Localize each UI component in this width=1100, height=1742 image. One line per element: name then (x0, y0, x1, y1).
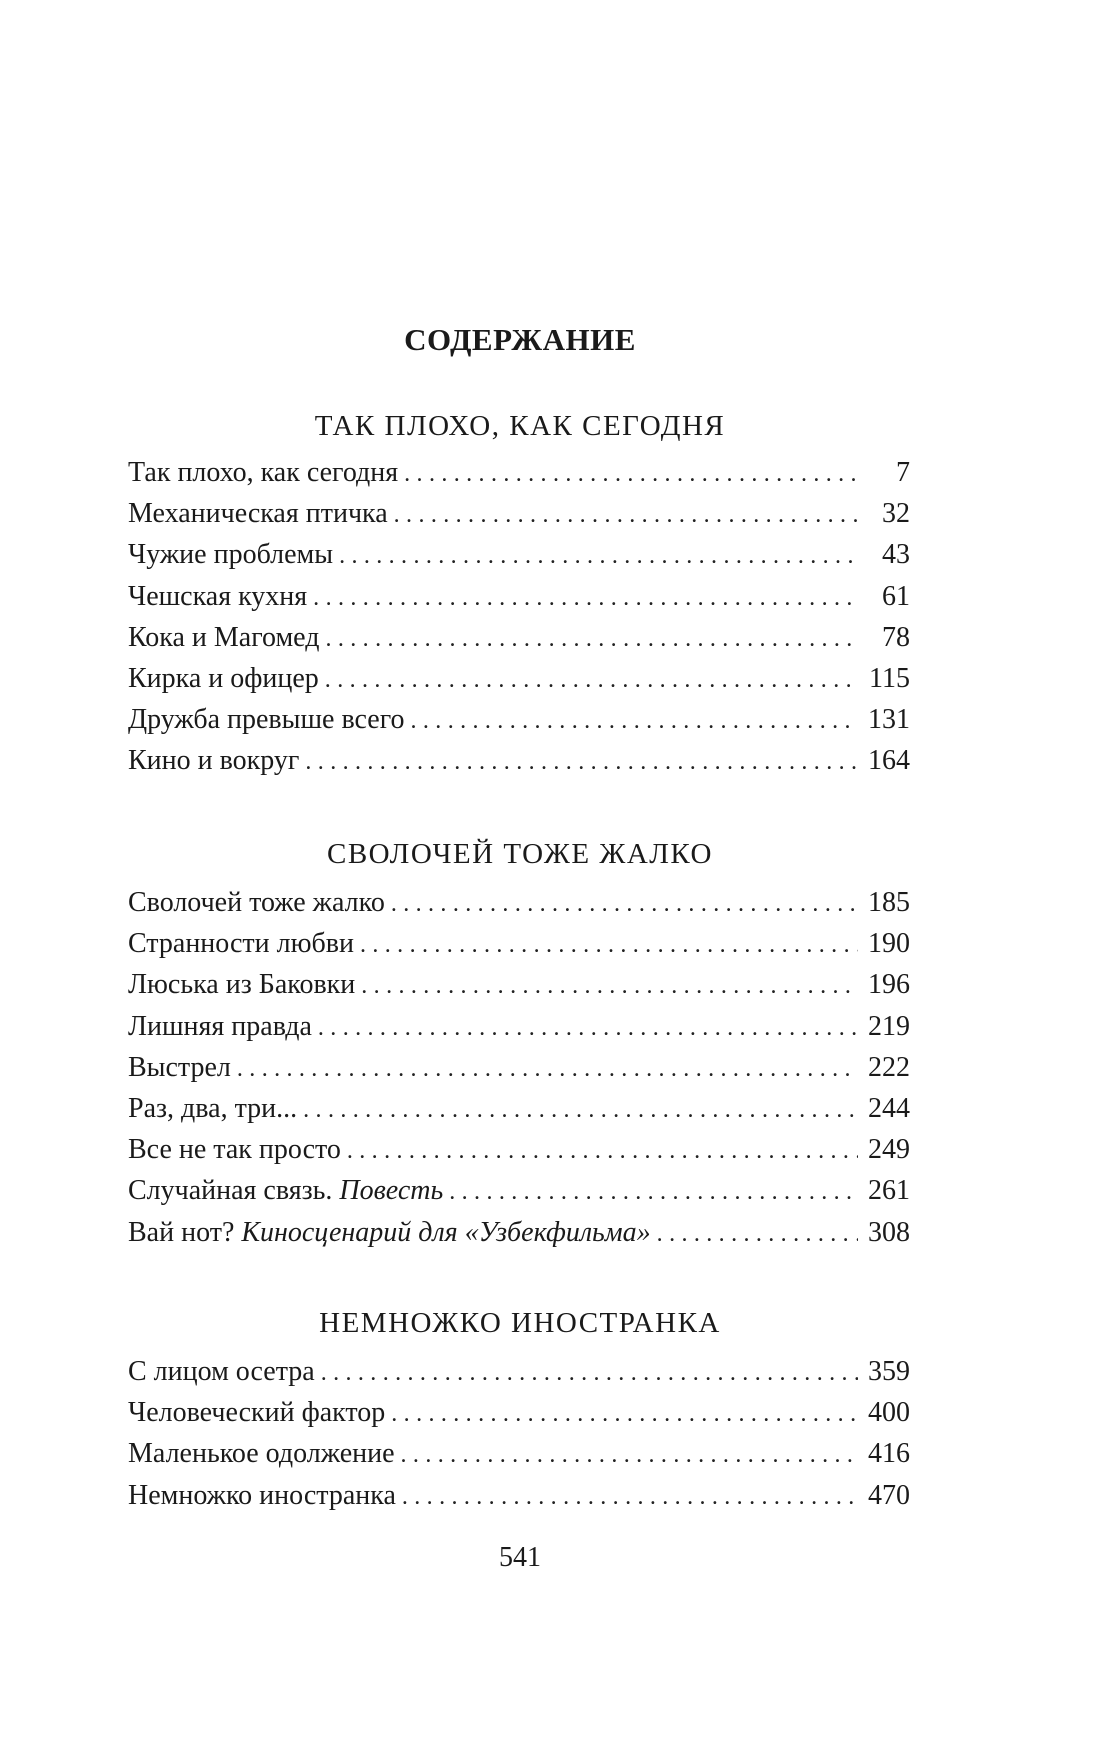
toc-entry-title-text: Чужие проблемы (128, 539, 334, 571)
dot-leader (394, 495, 858, 536)
toc-entry-title (128, 1047, 231, 1088)
dot-leader (305, 742, 858, 783)
toc-entry-page-number: 244 (868, 1092, 910, 1124)
toc-entry-page-number: 261 (868, 1175, 910, 1207)
toc-entry-title-text: Кирка и офицер (128, 662, 319, 694)
toc-list (128, 1351, 910, 1516)
toc-entry-note: Повесть (339, 1175, 444, 1207)
toc-entry-title-text: Кока и Магомед (128, 621, 320, 653)
toc-entry (128, 1433, 910, 1474)
toc-entry-page-number: 190 (868, 928, 910, 960)
toc-entry-title-text: Вай нот? (128, 1216, 235, 1248)
toc-entry-title (128, 1351, 315, 1392)
dot-leader (411, 701, 859, 742)
toc-entry-page-number: 131 (868, 704, 910, 736)
toc-entry-title (128, 1475, 396, 1516)
toc-entry-title (128, 1006, 312, 1047)
toc-entry-page-number: 219 (868, 1010, 910, 1042)
toc-entry (128, 1351, 910, 1392)
toc-entry-title-text: Случайная связь. (128, 1175, 333, 1207)
toc-entry-title (128, 493, 388, 534)
toc-title: СОДЕРЖАНИЕ (404, 322, 636, 357)
toc-entry (128, 1475, 910, 1516)
dot-leader (404, 454, 858, 495)
dot-leader (391, 1394, 858, 1435)
toc-entry-title (128, 740, 299, 781)
toc-entry-page-number: 7 (896, 457, 910, 488)
toc-entry-page-number: 43 (882, 539, 910, 571)
dot-leader (449, 1172, 858, 1213)
toc-entry-title (128, 1433, 395, 1474)
toc-entry-page-number: 308 (868, 1216, 910, 1248)
toc-entry-title-text: Лишняя правда (128, 1010, 312, 1042)
toc-entry-title (128, 699, 405, 740)
toc-entry-page-number: 196 (868, 969, 910, 1001)
toc-entry-page-number: 359 (868, 1356, 910, 1387)
toc-entry (128, 1047, 910, 1088)
toc-entry-title (128, 658, 319, 699)
toc-entry-page-number: 185 (868, 887, 910, 918)
dot-leader (657, 1214, 858, 1255)
dot-leader (360, 925, 858, 966)
toc-entry (128, 882, 910, 923)
dot-leader (339, 536, 858, 577)
toc-entry (128, 699, 910, 740)
toc-entry-title-text: Чешская кухня (128, 580, 308, 612)
toc-entry (128, 452, 910, 493)
toc-entry-title (128, 923, 354, 964)
dot-leader (347, 1131, 858, 1172)
toc-entry-page-number: 470 (868, 1479, 910, 1511)
toc-entry-page-number: 222 (868, 1051, 910, 1083)
toc-list (128, 882, 910, 1253)
toc-entry-title (128, 1212, 651, 1253)
toc-entry-title (128, 1170, 443, 1211)
toc-entry (128, 1170, 910, 1211)
toc-entry-title-text: Немножко иностранка (128, 1479, 396, 1511)
toc-entry-page-number: 164 (868, 745, 910, 777)
toc-entry (128, 923, 910, 964)
toc-entry (128, 1006, 910, 1047)
toc-entry-title (128, 452, 398, 493)
toc-entry-title-text: Все не так просто (128, 1134, 341, 1166)
toc-entry-title (128, 576, 307, 617)
toc-list (128, 452, 910, 782)
toc-entry-title-text: Люська из Баковки (128, 969, 356, 1001)
toc-entry-page-number: 32 (882, 498, 910, 530)
toc-entry-page-number: 416 (868, 1438, 910, 1470)
toc-entry (128, 1088, 910, 1129)
toc-entry-title (128, 1392, 385, 1433)
toc-entry-page-number: 115 (869, 662, 910, 694)
section-title: СВОЛОЧЕЙ ТОЖЕ ЖАЛКО (327, 838, 713, 870)
toc-entry-title-text: Человеческий фактор (128, 1397, 386, 1429)
toc-entry-title-text: Сволочей тоже жалко (128, 887, 385, 918)
dot-leader (325, 660, 858, 701)
dot-leader (321, 1353, 858, 1394)
toc-entry (128, 576, 910, 617)
dot-leader (237, 1049, 858, 1090)
toc-entry-title (128, 1129, 341, 1170)
toc-entry-title (128, 534, 333, 575)
dot-leader (391, 884, 858, 925)
toc-entry-title (128, 617, 319, 658)
toc-entry-title-text: Кино и вокруг (128, 745, 300, 777)
toc-entry-title-text: Дружба превыше всего (128, 704, 405, 736)
toc-entry-page-number: 61 (882, 580, 910, 612)
dot-leader (325, 619, 858, 660)
toc-entry-title-text: С лицом осетра (128, 1356, 315, 1387)
dot-leader (303, 1090, 858, 1131)
dot-leader (313, 578, 858, 619)
toc-entry-title-text: Выстрел (128, 1051, 231, 1083)
toc-entry-title-text: Странности любви (128, 928, 354, 960)
toc-entry-title-text: Маленькое одолжение (128, 1438, 395, 1470)
toc-entry (128, 1212, 910, 1253)
toc-entry-title-text: Механическая птичка (128, 498, 388, 530)
toc-entry-title-text: Раз, два, три... (128, 1092, 298, 1124)
section-title: ТАК ПЛОХО, КАК СЕГОДНЯ (314, 410, 726, 442)
toc-entry-title-text: Так плохо, как сегодня (128, 457, 399, 488)
toc-entry (128, 740, 910, 781)
toc-entry-note: Киносценарий для «Узбекфильма» (241, 1216, 651, 1248)
toc-entry (128, 1392, 910, 1433)
toc-entry (128, 617, 910, 658)
toc-entry-title (128, 1088, 297, 1129)
toc-entry (128, 1129, 910, 1170)
toc-entry-title (128, 882, 385, 923)
section-title: НЕМНОЖКО ИНОСТРАНКА (319, 1307, 721, 1339)
toc-entry-page-number: 78 (882, 621, 910, 653)
dot-leader (402, 1477, 858, 1518)
dot-leader (318, 1008, 858, 1049)
toc-entry-page-number: 249 (868, 1134, 910, 1166)
toc-entry (128, 964, 910, 1005)
dot-leader (361, 966, 858, 1007)
dot-leader (401, 1435, 858, 1476)
toc-entry-page-number: 400 (868, 1397, 910, 1429)
toc-entry (128, 534, 910, 575)
toc-entry-title (128, 964, 355, 1005)
toc-entry (128, 658, 910, 699)
toc-entry (128, 493, 910, 534)
page-number-footer: 541 (499, 1542, 541, 1573)
